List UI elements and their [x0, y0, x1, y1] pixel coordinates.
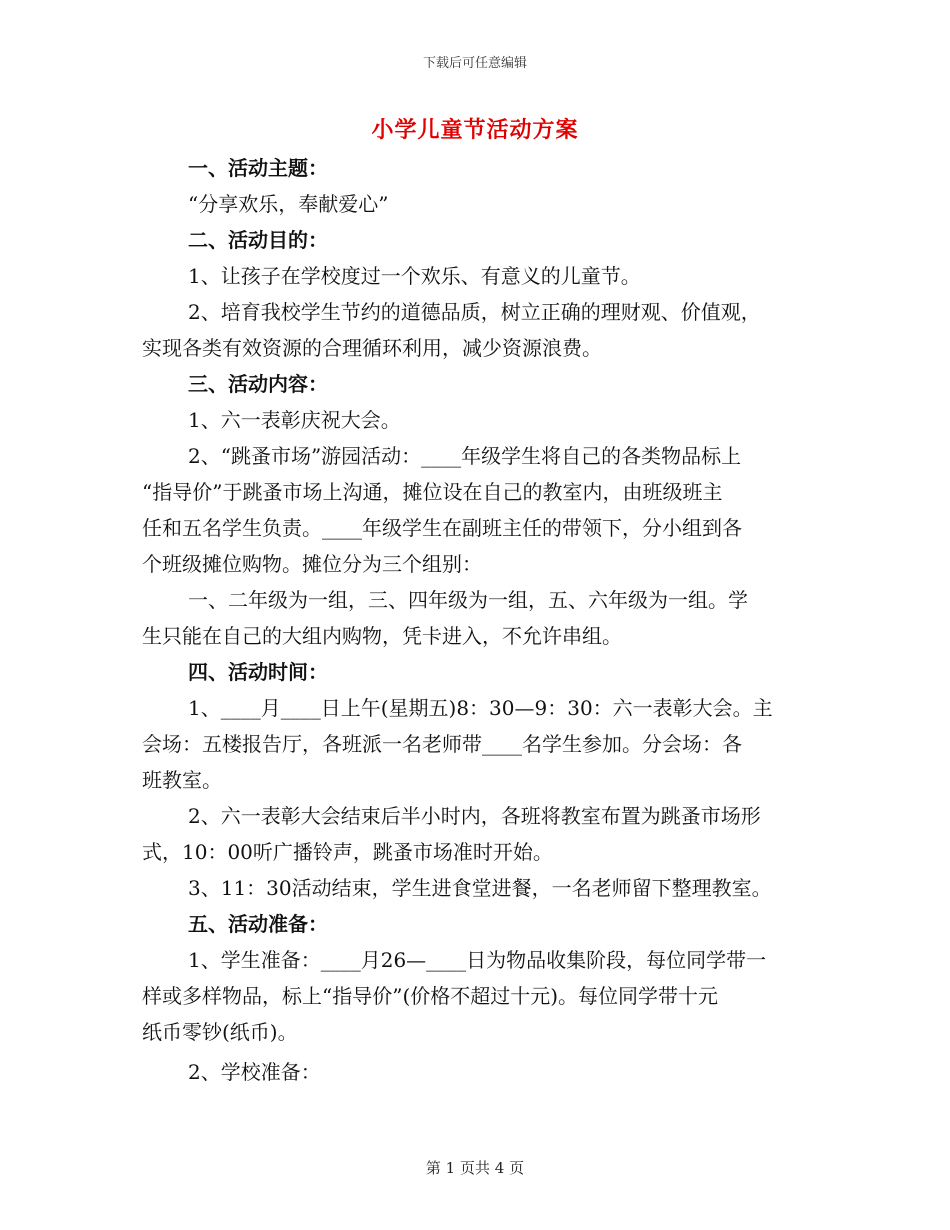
text-line: 1、六一表彰庆祝大会。 [188, 408, 401, 432]
text-line: 二、活动目的： [188, 228, 328, 252]
text-line: 一、二年级为一组，三、四年级为一组，五、六年级为一组。学 [188, 588, 748, 612]
page-header: 下载后可任意编辑 [422, 56, 527, 71]
text-line: 2、六一表彰大会结束后半小时内，各班将教室布置为跳蚤市场形 [188, 804, 761, 828]
document-body [142, 150, 812, 1090]
text-line: 生只能在自己的大组内购物，凭卡进入，不允许串组。 [142, 624, 622, 648]
text-line: 式，10：00听广播铃声，跳蚤市场准时开始。 [142, 840, 553, 864]
text-line: 1、学生准备：____月26—____日为物品收集阶段，每位同学带一 [188, 948, 767, 972]
text-line: 2、学校准备： [188, 1060, 321, 1084]
text-line: 实现各类有效资源的合理循环利用，减少资源浪费。 [142, 336, 602, 360]
text-line: 2、培育我校学生节约的道德品质，树立正确的理财观、价值观， [188, 300, 761, 324]
text-line: 五、活动准备： [188, 912, 328, 936]
document-title: 小学儿童节活动方案 [371, 117, 579, 143]
text-line: 班教室。 [142, 768, 222, 792]
text-line: 3、11：30活动结束，学生进食堂进餐，一名老师留下整理教室。 [188, 876, 772, 900]
text-line: 1、____月____日上午(星期五)8：30—9：30：六一表彰大会。主 [188, 696, 773, 720]
page-footer: 第 1 页共 4 页 [425, 1159, 525, 1177]
text-line: 会场：五楼报告厅，各班派一名老师带____名学生参加。分会场：各 [142, 732, 742, 756]
text-line: 1、让孩子在学校度过一个欢乐、有意义的儿童节。 [188, 264, 641, 288]
text-line: 三、活动内容： [188, 372, 328, 396]
text-line: 样或多样物品，标上“指导价”(价格不超过十元)。每位同学带十元 [142, 984, 719, 1008]
text-line: 2、“跳蚤市场”游园活动：____年级学生将自己的各类物品标上 [188, 444, 742, 468]
text-line: 个班级摊位购物。摊位分为三个组别： [142, 552, 482, 576]
text-line: 一、活动主题： [188, 156, 328, 180]
text-line: 纸币零钞(纸币)。 [142, 1020, 298, 1044]
text-line: 四、活动时间： [188, 660, 328, 684]
text-line: “指导价”于跳蚤市场上沟通，摊位设在自己的教室内，由班级班主 [142, 480, 723, 504]
text-line: “分享欢乐，奉献爱心” [188, 192, 389, 216]
text-line: 任和五名学生负责。____年级学生在副班主任的带领下，分小组到各 [142, 516, 742, 540]
